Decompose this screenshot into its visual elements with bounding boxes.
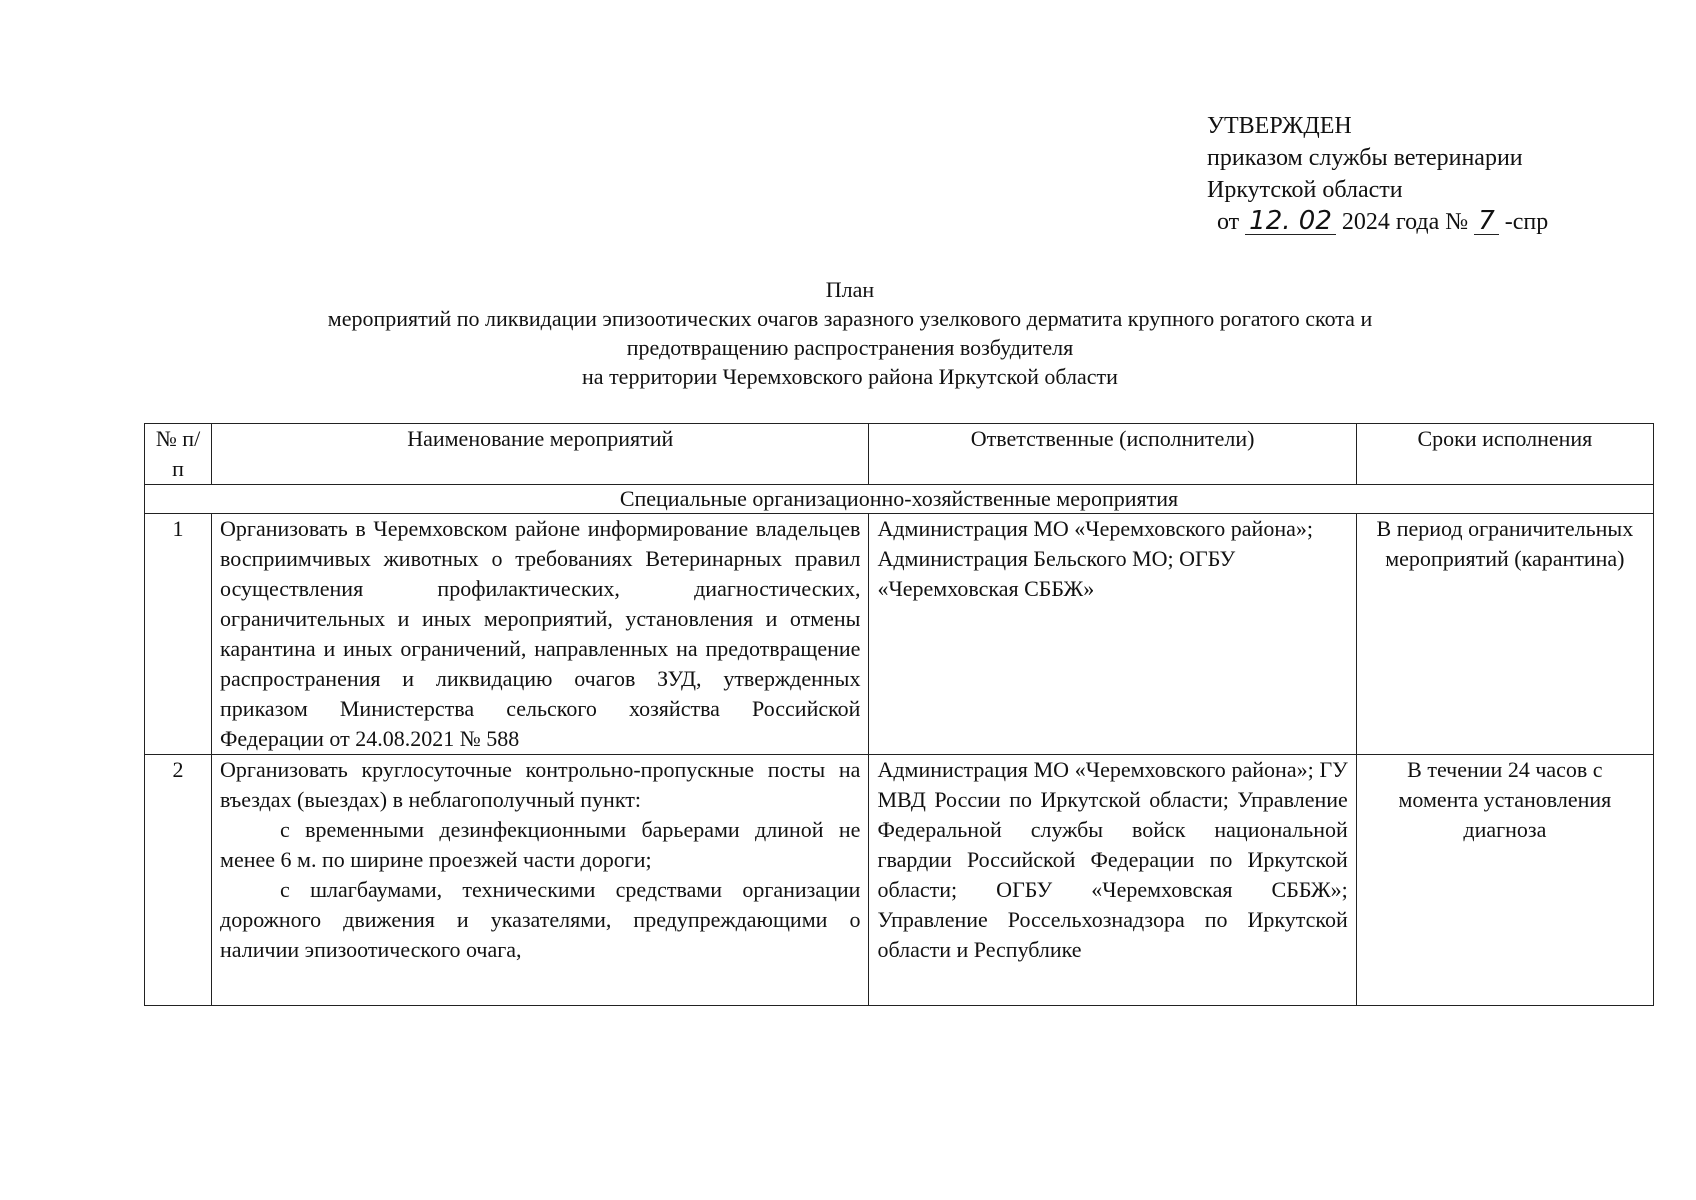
approval-line-2: Иркутской области bbox=[1207, 177, 1403, 203]
row-name bbox=[212, 755, 869, 1006]
header-responsible: Ответственные (исполнители) bbox=[869, 424, 1356, 485]
row-num: 1 bbox=[145, 514, 212, 755]
date-suffix: 2024 года № bbox=[1341, 209, 1469, 235]
header-term: Сроки исполнения bbox=[1356, 424, 1653, 485]
approval-title: УТВЕРЖДЕН bbox=[1207, 113, 1352, 139]
handwritten-date: 12. 02 bbox=[1245, 208, 1336, 235]
handwritten-number: 7 bbox=[1474, 208, 1499, 235]
title-line-1: План bbox=[825, 277, 875, 302]
row-name-intro: Организовать круглосуточные контрольно-пропускные посты на въездах (выездах) в неблагополучный пункт: bbox=[220, 757, 861, 812]
row-name: Организовать в Черемховском районе информирование владельцев восприимчивых животных о требованиях Ветеринарных правил осуществления профилактических, диагностических, ограничительных и иных мероприятий, установления и отмены карантина и иных ограничений, направленных на предотвращение распространения и ликвидацию очагов ЗУД, утвержденных приказом Министерства сельского хозяйства Российской Федерации от 24.08.2021 № 588 bbox=[212, 514, 869, 755]
document-title bbox=[200, 275, 1500, 391]
row-name-item-2: с шлагбаумами, техническими средствами организации дорожного движения и указателями, предупреждающими о наличии эпизоотического очага, bbox=[220, 877, 861, 962]
section-row bbox=[145, 485, 1654, 514]
row-responsible: Администрация МО «Черемховского района»; ГУ МВД России по Иркутской области; Управление Федеральной службы войск национальной гвардии Российской Федерации по Иркутской области; ОГБУ «Черемховская СББЖ»; Управление Россельхознадзора по Иркутской области и Республике bbox=[869, 755, 1356, 1006]
title-line-3: предотвращению распространения возбудителя bbox=[626, 335, 1074, 360]
title-line-2: мероприятий по ликвидации эпизоотических очагов заразного узелкового дерматита крупного рогатого скота и bbox=[327, 306, 1373, 331]
header-num: № п/п bbox=[145, 424, 212, 485]
row-name-item-1: с временными дезинфекционными барьерами длиной не менее 6 м. по ширине проезжей части дороги; bbox=[220, 817, 861, 872]
section-title: Специальные организационно-хозяйственные мероприятия bbox=[145, 485, 1654, 514]
approval-date-line bbox=[1207, 206, 1548, 238]
row-responsible: Администрация МО «Черемховского района»; Администрация Бельского МО; ОГБУ «Черемховская СББЖ» bbox=[869, 514, 1356, 755]
table-row bbox=[145, 755, 1654, 1006]
date-prefix: от bbox=[1217, 209, 1240, 235]
plan-table bbox=[144, 423, 1654, 1006]
title-line-4: на территории Черемховского района Иркутской области bbox=[582, 364, 1118, 389]
table-row bbox=[145, 514, 1654, 755]
table-header-row bbox=[145, 424, 1654, 485]
number-suffix: -спр bbox=[1504, 209, 1549, 235]
row-num: 2 bbox=[145, 755, 212, 1006]
header-name: Наименование мероприятий bbox=[212, 424, 869, 485]
row-term: В течении 24 часов с момента установления диагноза bbox=[1356, 755, 1653, 1006]
approval-block bbox=[1207, 110, 1548, 238]
row-term: В период ограничительных мероприятий (карантина) bbox=[1356, 514, 1653, 755]
approval-line-1: приказом службы ветеринарии bbox=[1207, 145, 1523, 171]
